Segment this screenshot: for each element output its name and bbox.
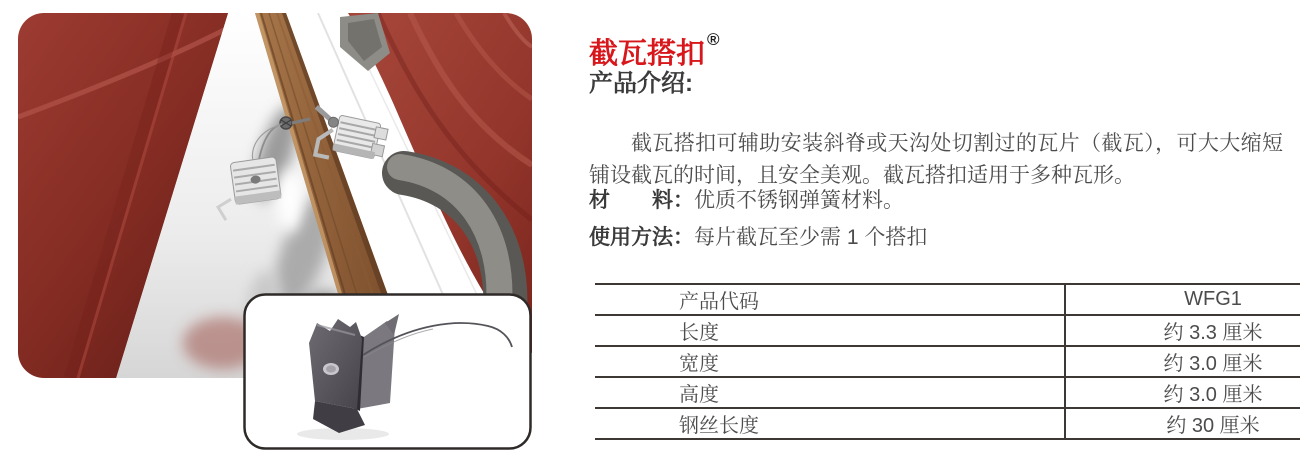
usage-value: 每片截瓦至少需 1 个搭扣	[694, 226, 928, 249]
material-label: 材 料：	[589, 189, 694, 212]
spec-value: 约 3.3 厘米	[1065, 315, 1300, 346]
material-line	[589, 182, 927, 219]
table-row	[595, 346, 1300, 377]
clip-product-inset	[243, 293, 532, 450]
clip-product-illustration	[243, 293, 532, 450]
product-title-text: 截瓦搭扣	[589, 38, 706, 71]
spec-label: 宽度	[595, 346, 1065, 377]
spec-label: 钢丝长度	[595, 408, 1065, 439]
spec-value: 约 3.0 厘米	[1065, 346, 1300, 377]
spec-label: 产品代码	[595, 284, 1065, 315]
table-row	[595, 315, 1300, 346]
attribute-lines	[589, 182, 927, 256]
table-row	[595, 284, 1300, 315]
spec-table	[595, 283, 1300, 440]
intro-heading: 产品介绍:	[589, 70, 693, 97]
material-value: 优质不锈钢弹簧材料。	[694, 189, 904, 212]
usage-label: 使用方法：	[589, 226, 694, 249]
usage-line	[589, 219, 927, 256]
spec-label: 高度	[595, 377, 1065, 408]
table-row	[595, 408, 1300, 439]
spec-value: 约 30 厘米	[1065, 408, 1300, 439]
spec-value: 约 3.0 厘米	[1065, 377, 1300, 408]
table-row	[595, 377, 1300, 408]
spec-value: WFG1	[1065, 284, 1300, 315]
spec-label: 长度	[595, 315, 1065, 346]
registered-trademark-symbol: ®	[707, 30, 720, 50]
product-description: 截瓦搭扣可辅助安装斜脊或天沟处切割过的瓦片（截瓦），可大大缩短铺设截瓦的时间，且安全美观。截瓦搭扣适用于多种瓦形。	[589, 132, 1283, 187]
